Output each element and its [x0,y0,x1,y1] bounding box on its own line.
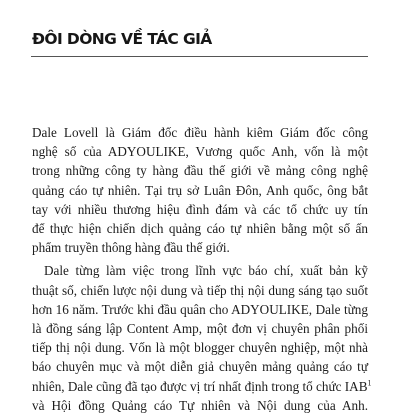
text-line: phẩm truyền thông hàng đầu thế giới. [32,240,230,256]
author-bio [32,123,372,415]
text-line: thuật số, chiến lược nội dung và tiếp thị nội dung sáng tạo suốt [32,282,368,298]
bio-paragraph-1 [32,123,368,257]
text-line-with-footnote [32,377,372,396]
text-line: hơn 16 năm. Trước khi đầu quân cho ADYOULIKE, Dale từng [32,301,368,317]
heading-rule [31,56,368,57]
text-line: để thực hiện chiến dịch quảng cáo tự nhiên bằng một số ấn [32,221,368,237]
text-line: tiếp thị nội dung. Vốn là một blogger chuyên nghiệp, một nhà [32,340,368,356]
text-line: Dale Lovell là Giám đốc điều hành kiêm Giám đốc công [32,125,368,140]
text-line: nghệ số của ADYOULIKE, Vương quốc Anh, vốn là một [32,144,368,160]
text-line: và Hội đồng Quảng cáo Tự nhiên và Nội dung của Anh. [32,397,368,413]
footnote-marker: 1 [367,378,372,388]
text-line: trong những công ty hàng đầu thế giới về mảng công nghệ [32,163,368,179]
text-line: quảng cáo tự nhiên. Tại trụ sở Luân Đôn, Anh quốc, ông bắt [32,182,368,198]
section-heading: ĐÔI DÒNG VỀ TÁC GIẢ [32,30,212,48]
text-line: là đồng sáng lập Content Amp, một đơn vị chuyên phân phối [32,321,368,337]
bio-paragraph-2 [32,261,372,415]
text-line: nhiên, Dale cũng đã tạo được vị trí nhất định trong tổ chức IAB [32,378,368,394]
text-line: Dale từng làm việc trong lĩnh vực báo chí, xuất bản kỹ [44,263,368,279]
text-line: báo chuyên mục và một diễn giả chuyên mảng quảng cáo tự [32,359,368,375]
text-line: tay với nhiều thương hiệu đình đám và các tổ chức uy tín [32,201,368,217]
